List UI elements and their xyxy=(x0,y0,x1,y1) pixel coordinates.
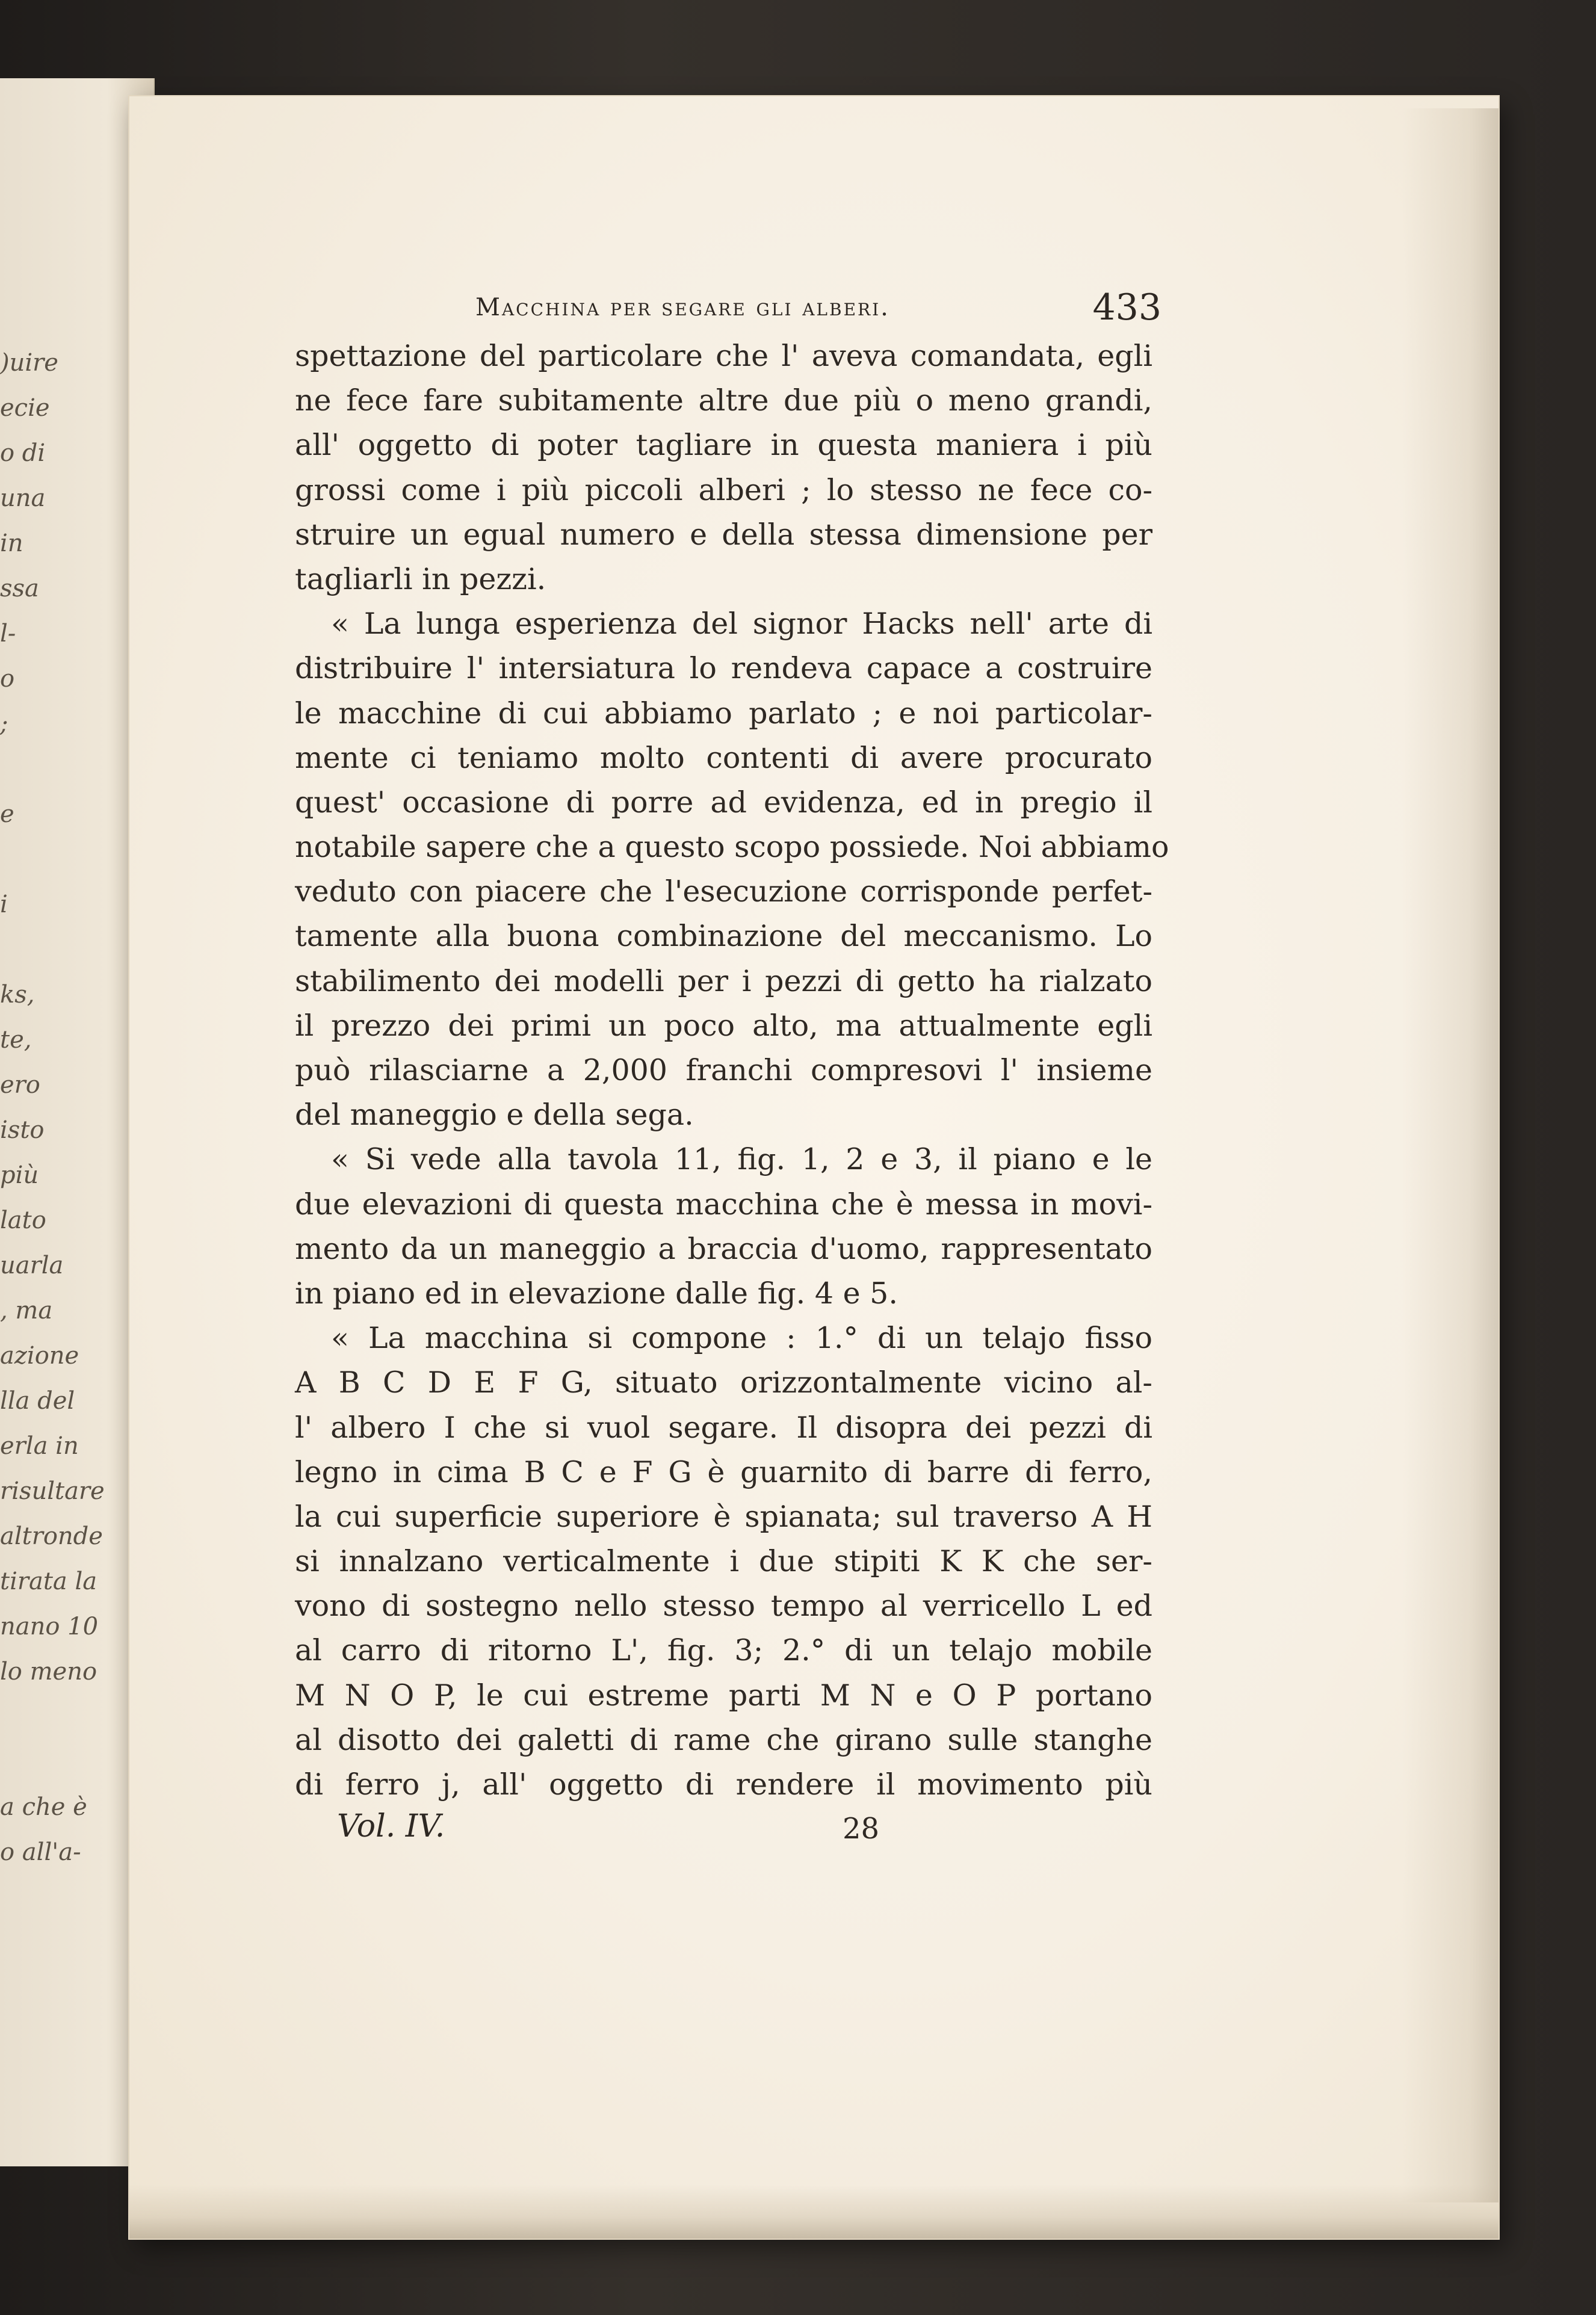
text-line: mento da un maneggio a braccia d'uomo, rappresentato xyxy=(295,1231,1152,1266)
text-line: il prezzo dei primi un poco alto, ma attualmente egli xyxy=(295,1008,1152,1043)
running-head: Macchina per segare gli alberi. xyxy=(475,294,890,321)
facing-page-fragment: lla del xyxy=(0,1387,75,1415)
facing-page-fragment: tirata la xyxy=(0,1568,97,1595)
text-line: vono di sostegno nello stesso tempo al verricello L ed xyxy=(295,1589,1152,1624)
text-line: tagliarli in pezzi. xyxy=(295,561,546,596)
facing-page-fragment: ero xyxy=(0,1071,40,1099)
facing-page-fragment: o all'a- xyxy=(0,1838,81,1866)
text-line: « La lunga esperienza del signor Hacks nell' arte di xyxy=(331,607,1152,641)
text-line: tamente alla buona combinazione del meccanismo. Lo xyxy=(295,919,1152,954)
facing-page-fragment: ecie xyxy=(0,394,50,422)
text-line: struire un egual numero e della stessa dimensione per xyxy=(295,517,1152,552)
facing-page-fragment: te, xyxy=(0,1026,32,1054)
text-line: di ferro j, all' oggetto di rendere il movimento più xyxy=(295,1767,1152,1802)
text-line: al carro di ritorno L', fig. 3; 2.° di un telajo mobile xyxy=(295,1633,1152,1668)
page-footer xyxy=(295,1808,1152,1856)
text-line: può rilasciarne a 2,000 franchi compresovi l' insieme xyxy=(295,1053,1152,1087)
text-line: quest' occasione di porre ad evidenza, ed in pregio il xyxy=(295,785,1152,820)
facing-page-fragment: , ma xyxy=(0,1297,53,1324)
volume-signature: Vol. IV. xyxy=(337,1808,445,1844)
page-bottom-edge xyxy=(129,2184,1499,2239)
facing-page-fragment: ; xyxy=(0,710,8,738)
facing-page-fragment: e xyxy=(0,800,14,828)
facing-page-fragment: una xyxy=(0,484,46,512)
facing-page-fragment: nano 10 xyxy=(0,1613,99,1640)
text-line: del maneggio e della sega. xyxy=(295,1098,694,1133)
text-line: l' albero I che si vuol segare. Il disopra dei pezzi di xyxy=(295,1410,1152,1445)
text-line: si innalzano verticalmente i due stipiti K K che ser- xyxy=(295,1544,1152,1579)
facing-page-fragment: lo meno xyxy=(0,1658,97,1686)
facing-page-fragment: i xyxy=(0,891,8,918)
facing-page-fragment: più xyxy=(0,1161,39,1189)
facing-page-fragment: o xyxy=(0,665,15,693)
facing-page-fragment: isto xyxy=(0,1116,45,1144)
facing-page-fragment: uarla xyxy=(0,1252,64,1279)
facing-page-fragment: ssa xyxy=(0,575,39,602)
facing-page-fragment: )uire xyxy=(0,349,58,377)
text-line: grossi come i più piccoli alberi ; lo stesso ne fece co- xyxy=(295,472,1152,507)
facing-page-fragment: erla in xyxy=(0,1432,79,1460)
facing-page-fragment: l- xyxy=(0,620,16,648)
text-line: M N O P, le cui estreme parti M N e O P portano xyxy=(295,1678,1152,1713)
facing-page-fragment: ks, xyxy=(0,981,35,1009)
text-line: « La macchina si compone : 1.° di un telajo fisso xyxy=(331,1321,1152,1356)
text-line: due elevazioni di questa macchina che è messa in movi- xyxy=(295,1187,1152,1222)
facing-page-fragment: azione xyxy=(0,1342,79,1370)
text-line: distribuire l' intersiatura lo rendeva capace a costruire xyxy=(295,651,1152,686)
text-line: « Si vede alla tavola 11, fig. 1, 2 e 3, il piano e le xyxy=(331,1142,1152,1177)
facing-page-fragment: in xyxy=(0,530,23,557)
sheet-number: 28 xyxy=(843,1812,880,1846)
facing-page-fragment: altronde xyxy=(0,1522,103,1550)
facing-page-fragment: a che è xyxy=(0,1793,87,1821)
page-number: 433 xyxy=(1092,286,1161,329)
text-line: legno in cima B C e F G è guarnito di barre di ferro, xyxy=(295,1454,1152,1489)
text-line: veduto con piacere che l'esecuzione corrisponde perfet- xyxy=(295,874,1152,909)
text-line: le macchine di cui abbiamo parlato ; e noi particolar- xyxy=(295,696,1152,731)
text-line: ne fece fare subitamente altre due più o meno grandi, xyxy=(295,383,1152,418)
body-text xyxy=(295,334,1169,1807)
text-line: la cui superficie superiore è spianata; sul traverso A H xyxy=(295,1499,1152,1534)
page-fore-edge xyxy=(1402,108,1499,2202)
text-line: notabile sapere che a questo scopo possiede. Noi abbiamo xyxy=(295,830,1169,865)
page-header xyxy=(295,286,1161,336)
text-line: A B C D E F G, situato orizzontalmente vicino al- xyxy=(295,1365,1152,1400)
text-line: in piano ed in elevazione dalle fig. 4 e 5. xyxy=(295,1276,898,1311)
text-line: stabilimento dei modelli per i pezzi di getto ha rialzato xyxy=(295,963,1152,998)
text-line: al disotto dei galetti di rame che girano sulle stanghe xyxy=(295,1722,1152,1757)
facing-page-fragment: lato xyxy=(0,1207,46,1234)
facing-page-fragment: risultare xyxy=(0,1477,105,1505)
facing-page-fragment: o di xyxy=(0,439,46,467)
text-line: all' oggetto di poter tagliare in questa maniera i più xyxy=(295,428,1152,463)
text-line: mente ci teniamo molto contenti di avere procurato xyxy=(295,740,1152,775)
text-line: spettazione del particolare che l' aveva comandata, egli xyxy=(295,339,1152,373)
